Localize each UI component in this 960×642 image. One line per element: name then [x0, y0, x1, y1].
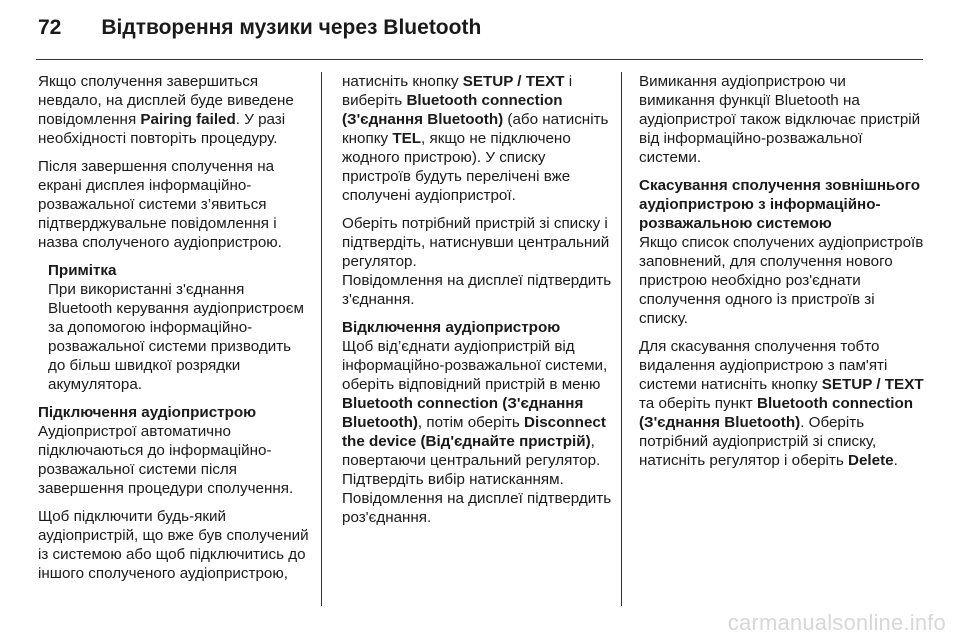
note-text: При використанні з'єднання Bluetooth керування аудіопристроєм за допомогою інформаційно-розважальної системи призводить до більш швидкої розрядки акумулятора.	[48, 281, 304, 393]
column-1	[38, 72, 310, 592]
page-number: 72	[38, 16, 62, 39]
watermark-text: carmanualsonline.info	[727, 610, 946, 635]
header-rule	[36, 59, 923, 60]
auto-connect-paragraph: Аудіопристрої автоматично підключаються до інформаційно-розважальної системи після завершення процедури сполучення.	[38, 423, 294, 497]
pairing-failed-paragraph: Якщо сполучення завершиться невдало, на дисплей буде виведене повідомлення Pairing failed. У разі необхідності повторіть процедуру.	[38, 73, 294, 147]
connect-heading: Підключення аудіопристрою	[38, 404, 257, 421]
delete-device-paragraph: Для скасування сполучення тобто видалення аудіопристрою з пам'яті системи натисніть кнопку SETUP / TEXT та оберіть пункт Bluetooth connection (З'єднання Bluetooth). Оберіть потрібний аудіопристрій зі списку, натисніть регулятор і оберіть Delete.	[639, 338, 924, 469]
column-2	[342, 72, 614, 536]
column-3	[639, 72, 925, 479]
note-title: Примітка	[48, 262, 117, 279]
select-device-paragraph: натисніть кнопку SETUP / TEXT і виберіть Bluetooth connection (З'єднання Bluetooth) (або натисніть кнопку TEL, якщо не підключено жодного пристрою). У списку пристроїв будуть перелічені вже сполучені аудіопристрої.	[342, 73, 609, 204]
pairing-success-paragraph: Після завершення сполучення на екрані дисплея інформаційно-розважальної системи з’явиться підтверджувальне повідомлення і назва сполученого аудіопристрою.	[38, 158, 282, 251]
page-header	[38, 16, 481, 40]
disconnect-paragraph: Щоб від’єднати аудіопристрій від інформаційно-розважальної системи, оберіть відповідний пристрій в меню Bluetooth connection (З'єднання Bluetooth), потім оберіть Disconnect the device (Від'єднайте пристрій), повертаючи центральний регулятор. Підтвердіть вибір натисканням. Повідомлення на дисплеї підтвердить роз'єднання.	[342, 338, 612, 526]
note-block	[48, 261, 310, 394]
pairing-failed-term: Pairing failed	[140, 111, 236, 128]
disconnect-heading: Відключення аудіопристрою	[342, 319, 561, 336]
confirm-device-paragraph: Оберіть потрібний пристрій зі списку і підтвердіть, натиснувши центральний регулятор. Повідомлення на дисплеї підтвердить з'єднання.	[342, 215, 612, 308]
connect-other-paragraph: Щоб підключити будь-який аудіопристрій, що вже був сполучений із системою або щоб підключитись до іншого сполученого аудіопристрою,	[38, 508, 309, 582]
column-divider-1	[321, 72, 322, 606]
column-divider-2	[621, 72, 622, 606]
cancel-pairing-heading: Скасування сполучення зовнішнього аудіопристрою з інформаційно-розважальною системою	[639, 177, 921, 232]
power-off-paragraph: Вимикання аудіопристрою чи вимикання функції Bluetooth на аудіопристрої також відключає пристрій від інформаційно-розважальної системи.	[639, 73, 921, 166]
list-full-paragraph: Якщо список сполучених аудіопристроїв заповнений, для сполучення нового пристрою необхідно роз'єднати сполучення одного із пристроїв зі списку.	[639, 234, 924, 327]
page-title: Відтворення музики через Bluetooth	[101, 16, 482, 39]
